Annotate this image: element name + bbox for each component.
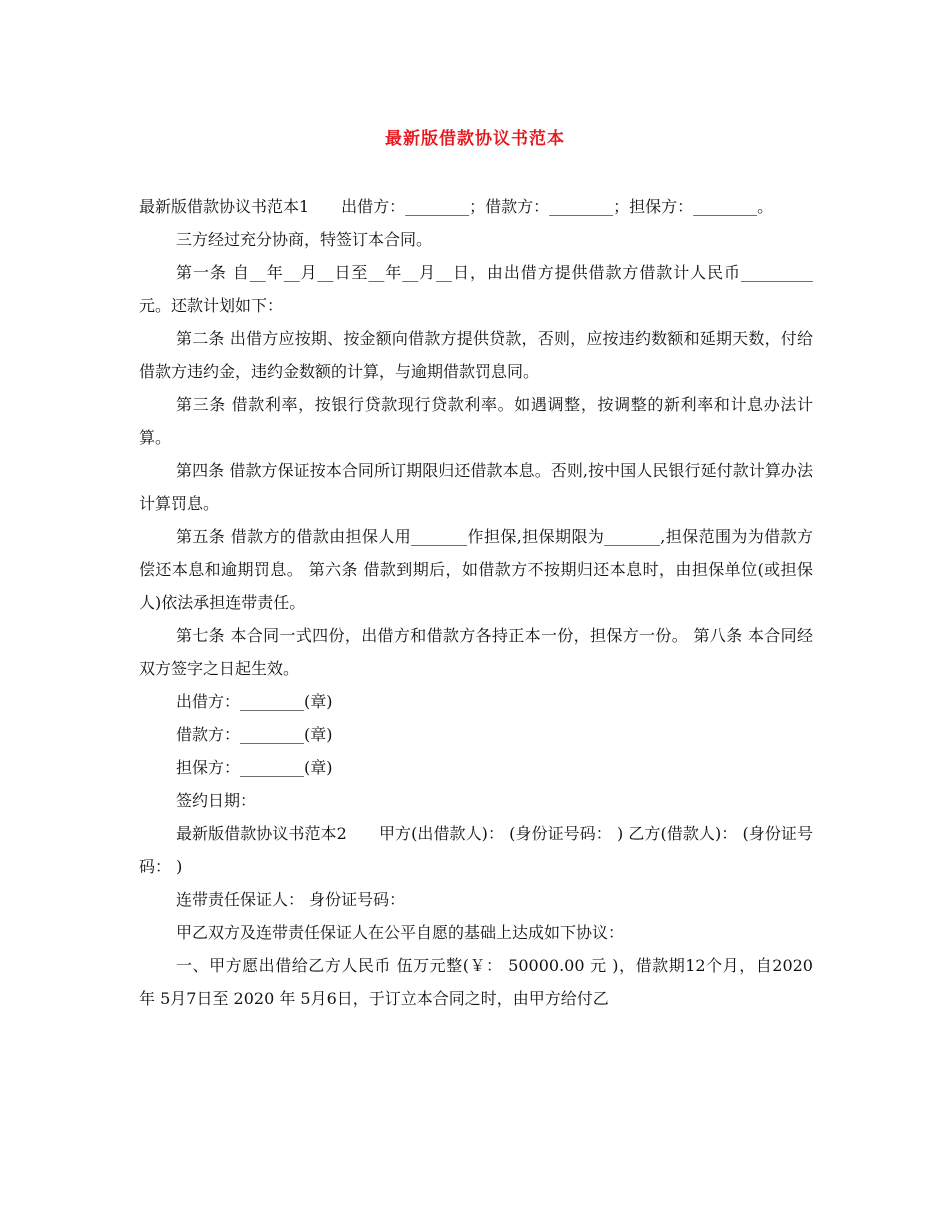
paragraph-article-4: 第四条 借款方保证按本合同所订期限归还借款本息。否则,按中国人民银行延付款计算办法计算罚息。 [139, 461, 813, 513]
paragraph-agreement: 甲乙双方及连带责任保证人在公平自愿的基础上达成如下协议： [176, 923, 625, 942]
paragraph-guarantor-info: 连带责任保证人： 身份证号码： [176, 890, 406, 909]
signing-date: 签约日期： [176, 791, 257, 810]
paragraph-preamble: 三方经过充分协商，特签订本合同。 [176, 230, 433, 249]
paragraph-article-2: 第二条 出借方应按期、按金额向借款方提供贷款，否则，应按违约数额和延期天数，付给借款方违约金，违约金数额的计算，与逾期借款罚息同。 [139, 329, 813, 381]
paragraph-article-7: 第七条 本合同一式四份，出借方和借款方各持正本一份，担保方一份。 第八条 本合同经双方签字之日起生效。 [139, 626, 813, 678]
paragraph-intro: 最新版借款协议书范本1 出借方：________；借款方：________；担保方：________。 [139, 197, 774, 216]
document-title: 最新版借款协议书范本 [385, 129, 565, 149]
paragraph-article-3: 第三条 借款利率，按银行贷款现行贷款利率。如遇调整，按调整的新利率和计息办法计算。 [139, 395, 813, 447]
paragraph-article-1: 第一条 自__年__月__日至__年__月__日，由出借方提供借款方借款计人民币_________元。还款计划如下： [139, 263, 813, 315]
paragraph-article-5: 第五条 借款方的借款由担保人用_______作担保,担保期限为_______,担保范围为为借款方偿还本息和逾期罚息。 第六条 借款到期后，如借款方不按期归还本息时，由担保单位(或担保人)依法承担连带责任。 [139, 527, 813, 612]
paragraph-template-2: 最新版借款协议书范本2 甲方(出借款人)： (身份证号码： ) 乙方(借款人)： (身份证号码： ) [139, 824, 813, 876]
signature-borrower: 借款方：________(章) [176, 725, 333, 744]
signature-guarantor: 担保方：________(章) [176, 758, 333, 777]
document-body [139, 190, 813, 1015]
signature-lender: 出借方：________(章) [176, 692, 333, 711]
paragraph-clause-1: 一、甲方愿出借给乙方人民币 伍万元整(￥： 50000.00 元 )，借款期12个月，自2020 年 5月7日至 2020 年 5月6日，于订立本合同之时，由甲方给付乙 [139, 956, 813, 1008]
